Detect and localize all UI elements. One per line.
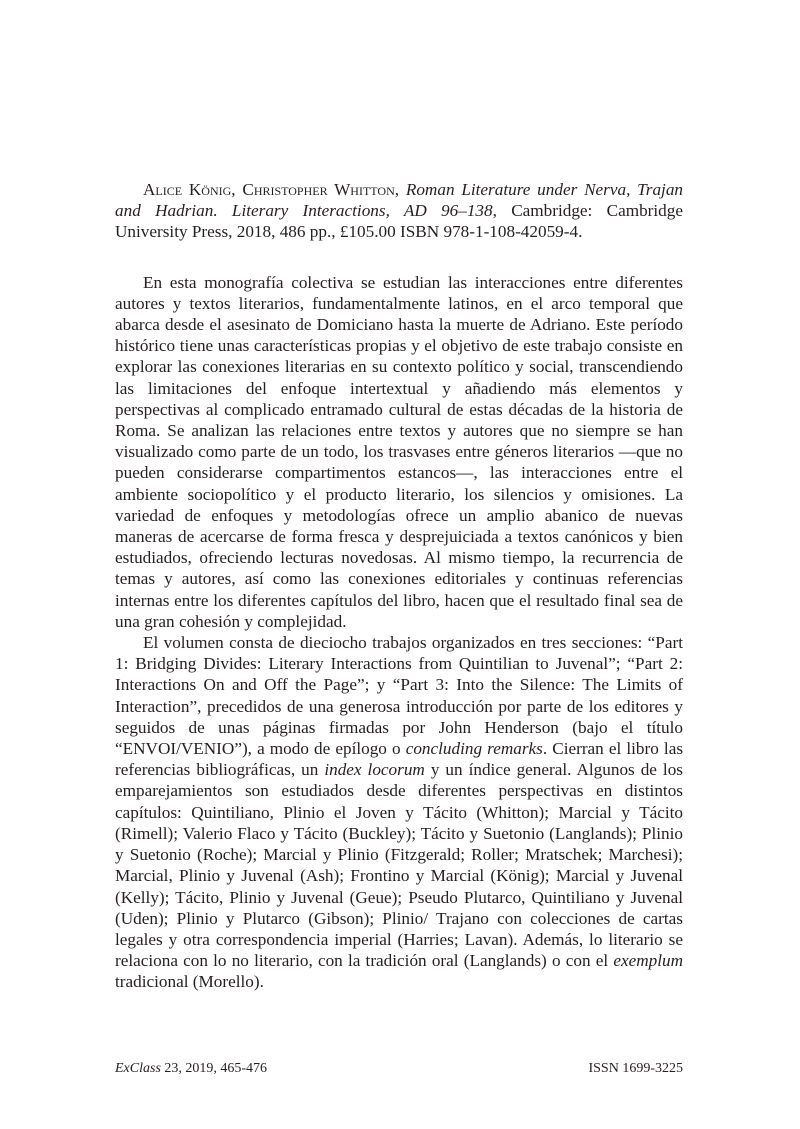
text-run: y un índice general. Algunos de los emparejamientos son estudiados desde diferentes perspectivas en distintos capítulos: Quintiliano, Plinio el Joven y Tácito (Whitton); Marcial y Tácito (Rimell); Valerio Flaco y Tácito (Buckley); Tácito y Suetonio (Langlands); Plinio y Suetonio (Roche); Marcial y Plinio (Fitzgerald; Roller; Mratschek; Marchesi); Marcial, Plinio y Juvenal (Ash); Frontino y Marcial (König); Marcial y Juvenal (Kelly); Tácito, Plinio y Juvenal (Geue); Pseudo Plutarco, Quintiliano y Juvenal (Uden); Plinio y Plutarco (Gibson); Plinio/ Trajano con colecciones de cartas legales y otra correspondencia imperial (Harries; Lavan). Además, lo literario se relaciona con lo no literario, con la tradición oral (Langlands) o con el	[115, 760, 683, 971]
page-footer	[115, 1061, 683, 1077]
journal-name: ExClass	[115, 1061, 161, 1076]
book-reference: Alice König, Christopher Whitton, Roman Literature under Nerva, Trajan and Hadrian. Literary Interactions, AD 96–138, Cambridge: Cambridge University Press, 2018, 486 pp., £105.00 ISBN 978-1-108-42059-4.	[115, 180, 684, 242]
emphasis: exemplum	[613, 951, 683, 971]
citation-text: 23, 2019, 465-476	[160, 1061, 268, 1076]
text-run: tradicional (Morello).	[115, 972, 264, 992]
review-paragraph-2	[115, 632, 683, 992]
book-publication: , Cambridge: Cambridge University Press, 2018, 486 pp., £105.00 ISBN 978-1-108-42059-4.	[115, 201, 683, 242]
book-authors: Alice König, Christopher Whitton	[143, 180, 395, 199]
text-run: . Cierran el libro las referencias bibliográficas, un	[115, 739, 684, 780]
page-body	[115, 179, 683, 993]
book-title: Roman Literature under Nerva, Trajan and Hadrian. Literary Interactions, AD 96–138	[115, 180, 684, 221]
text-run: El volumen consta de dieciocho trabajos organizados en tres secciones: “Part 1: Bridging Divides: Literary Interactions from Quintilian to Juvenal”; “Part 2: Interactions On and Off the Page”; y “Part 3: Into the Silence: The Limits of Interaction”, precedidos de una generosa introducción por parte de los editores y seguidos de unas páginas firmadas por John Henderson (bajo el título “ENVOI/VENIO”), a modo de epílogo o	[115, 633, 683, 759]
footer-citation	[115, 1061, 267, 1077]
emphasis: concluding remarks	[405, 739, 543, 759]
review-paragraph-1: En esta monografía colectiva se estudian las interacciones entre diferentes autores y textos literarios, fundamentalmente latinos, en el arco temporal que abarca desde el asesinato de Domiciano hasta la muerte de Adriano. Este período histórico tiene unas características propias y el objetivo de este trabajo consiste en explorar las conexiones literarias en su contexto político y social, transcendiendo las limitaciones del enfoque intertextual y añadiendo más elementos y perspectivas al complicado entramado cultural de estas décadas de la historia de Roma. Se analizan las relaciones entre textos y autores que no siempre se han visualizado como parte de un todo, los trasvases entre géneros literarios —que no pueden considerarse compartimentos estancos—, las interacciones entre el ambiente sociopolítico y el producto literario, los silencios y omisiones. La variedad de enfoques y metodologías ofrece un amplio abanico de nuevas maneras de acercarse de forma fresca y desprejuiciada a textos canónicos y bien estudiados, ofreciendo lecturas novedosas. Al mismo tiempo, la recurrencia de temas y autores, así como las conexiones editoriales y continuas referencias internas entre los diferentes capítulos del libro, hacen que el resultado final sea de una gran cohesión y complejidad.	[115, 272, 683, 631]
emphasis: index locorum	[324, 760, 425, 780]
footer-issn: ISSN 1699-3225	[588, 1061, 683, 1076]
